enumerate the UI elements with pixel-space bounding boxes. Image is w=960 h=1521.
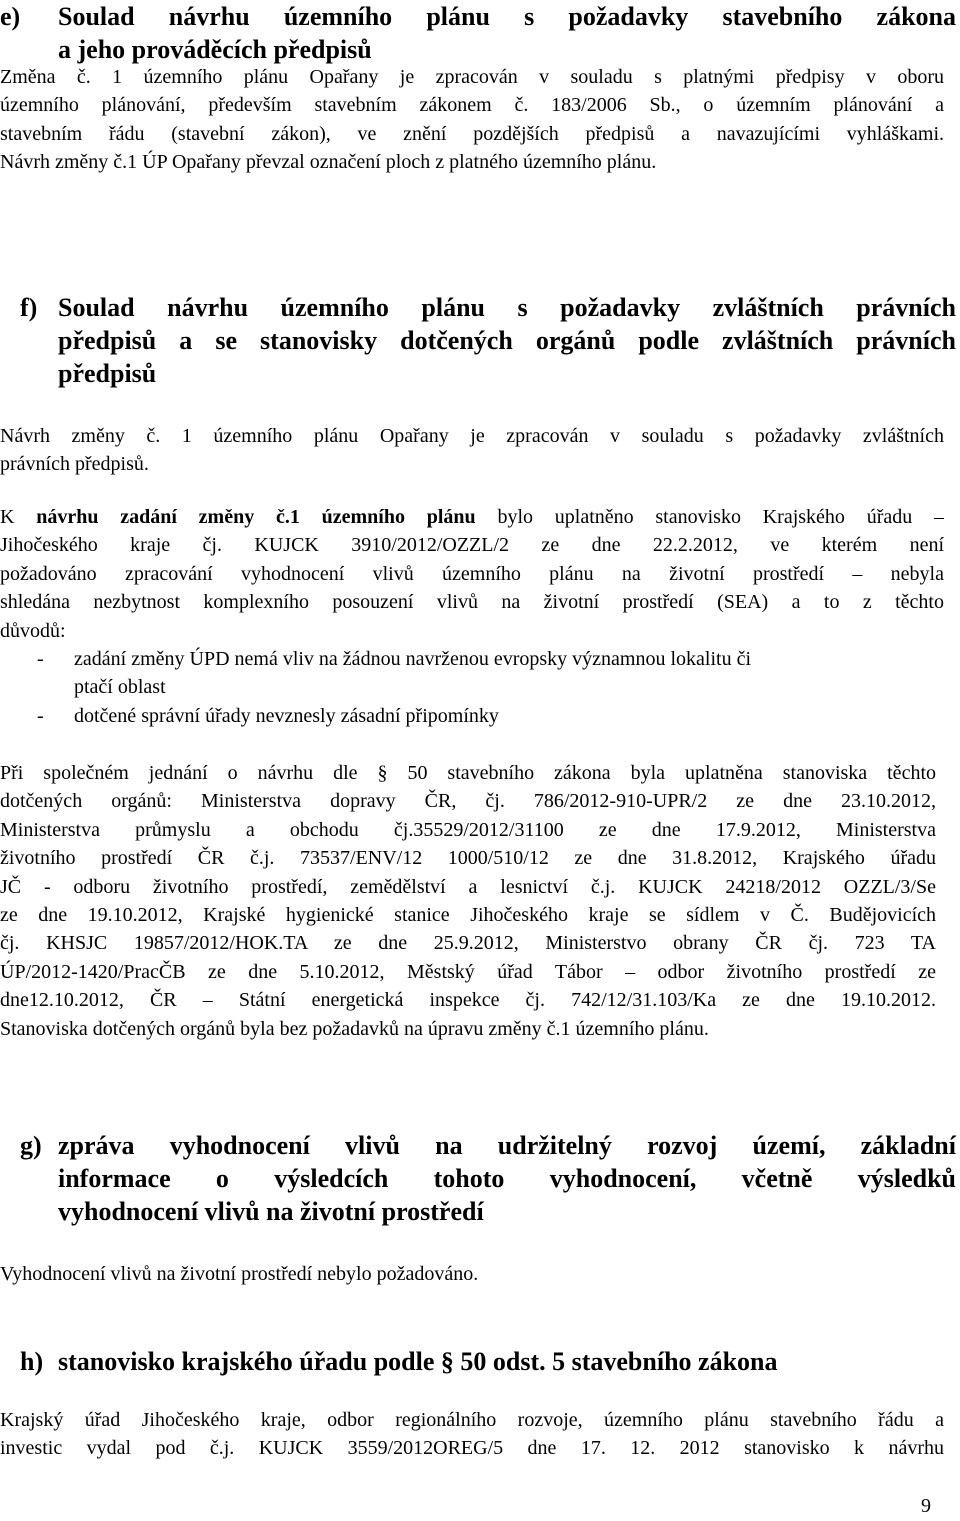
section-e-heading [0,0,956,66]
body-line: důvodů: [0,619,66,642]
list-item-text: dotčené správní úřady nevznesly zásadní připomínky [74,705,499,727]
heading-line: zpráva vyhodnocení vlivů na udržitelný rozvoj území, základní [58,1131,956,1160]
list-dash: - [37,705,44,727]
body-line: právních předpisů. [0,453,149,476]
heading-line: vyhodnocení vlivů na životní prostředí [58,1197,484,1226]
body-line: čj. KHSJC 19857/2012/HOK.TA ze dne 25.9.2012, Ministerstvo obrany ČR čj. 723 TA [0,932,936,955]
body-line: Krajský úřad Jihočeského kraje, odbor regionálního rozvoje, územního plánu stavebního řádu a [0,1409,944,1431]
body-line: územního plánování, především stavebním zákonem č. 183/2006 Sb., o územním plánování a [0,94,944,117]
body-line: ze dne 19.10.2012, Krajské hygienické stanice Jihočeského kraje se sídlem v Č. Budějovicích [0,903,936,926]
bold-text: návrhu zadání změny č.1 územního plánu [36,506,476,528]
heading-line: Soulad návrhu územního plánu s požadavky stavebního zákona [58,2,956,31]
body-line: dotčených orgánů: Ministerstva dopravy ČR, čj. 786/2012-910-UPR/2 ze dne 23.10.2012, [0,790,936,813]
section-f-para1 [0,422,944,479]
body-line: ÚP/2012-1420/PracČB ze dne 5.10.2012, Městský úřad Tábor – odbor životního prostředí ze [0,960,936,983]
body-line: investic vydal pod č.j. KUJCK 3559/2012OREG/5 dne 17. 12. 2012 stanovisko k návrhu [0,1437,944,1460]
list-item [37,702,937,731]
section-f-para3 [0,759,936,1043]
body-line: Změna č. 1 územního plánu Opařany je zpracován v souladu s platnými předpisy v oboru [0,66,944,88]
heading-line: a jeho prováděcích předpisů [58,35,372,64]
body-line: Jihočeského kraje čj. KUJCK 3910/2012/OZZL/2 ze dne 22.2.2012, ve kterém není [0,534,944,557]
section-g-heading [20,1129,956,1228]
page-number: 9 [921,1495,931,1517]
section-marker: h) [20,1347,44,1376]
body-line: Návrh změny č. 1 územního plánu Opařany je zpracován v souladu s požadavky zvláštních [0,425,944,447]
body-line: Při společném jednání o návrhu dle § 50 stavebního zákona byla uplatněna stanoviska těchto [0,762,936,784]
section-e-body [0,63,944,177]
body-line: Ministerstva průmyslu a obchodu čj.35529/2012/31100 ze dne 17.9.2012, Ministerstva [0,818,936,841]
list-dash: - [37,648,44,670]
body-line: stavebním řádu (stavební zákon), ve znění pozdějších předpisů a navazujícími vyhláškami. [0,122,944,145]
body-line: Vyhodnocení vlivů na životní prostředí nebylo požadováno. [0,1263,479,1285]
body-line: dne12.10.2012, ČR – Státní energetická inspekce čj. 742/12/31.103/Ka ze dne 19.10.2012. [0,989,936,1012]
section-marker: f) [20,293,38,322]
heading-line: stanovisko krajského úřadu podle § 50 odst. 5 stavebního zákona [58,1347,778,1376]
list-item-text: zadání změny ÚPD nemá vliv na žádnou navrženou evropsky významnou lokalitu či [74,648,752,670]
section-h-body [0,1406,944,1463]
body-line: K návrhu zadání změny č.1 územního plánu bylo uplatněno stanovisko Krajského úřadu – [0,506,944,528]
heading-line: předpisů [58,359,157,388]
body-line: Návrh změny č.1 ÚP Opařany převzal označení ploch z platného územního plánu. [0,151,657,174]
list-item [37,645,937,702]
heading-line: Soulad návrhu územního plánu s požadavky zvláštních právních [58,293,956,322]
body-line: Stanoviska dotčených orgánů byla bez požadavků na úpravu změny č.1 územního plánu. [0,1017,709,1040]
body-line: shledána nezbytnost komplexního posouzení vlivů na životní prostředí (SEA) a to z těchto [0,591,944,614]
list-item-text: ptačí oblast [74,676,166,699]
heading-line: předpisů a se stanovisky dotčených orgánů podle zvláštních právních [58,326,956,355]
heading-line: informace o výsledcích tohoto vyhodnocení, včetně výsledků [58,1164,956,1193]
section-marker: e) [0,2,21,31]
section-f-para2 [0,503,944,645]
section-f-heading [20,291,956,390]
section-marker: g) [20,1131,42,1160]
body-line: požadováno zpracování vyhodnocení vlivů územního plánu na životní prostředí – nebyla [0,562,944,585]
section-h-heading [20,1345,956,1378]
section-g-body [0,1260,944,1288]
body-line: životního prostředí ČR č.j. 73537/ENV/12 1000/510/12 ze dne 31.8.2012, Krajského úřadu [0,847,936,870]
body-line: JČ - odboru životního prostředí, zemědělství a lesnictví č.j. KUJCK 24218/2012 OZZL/3/Se [0,875,936,898]
